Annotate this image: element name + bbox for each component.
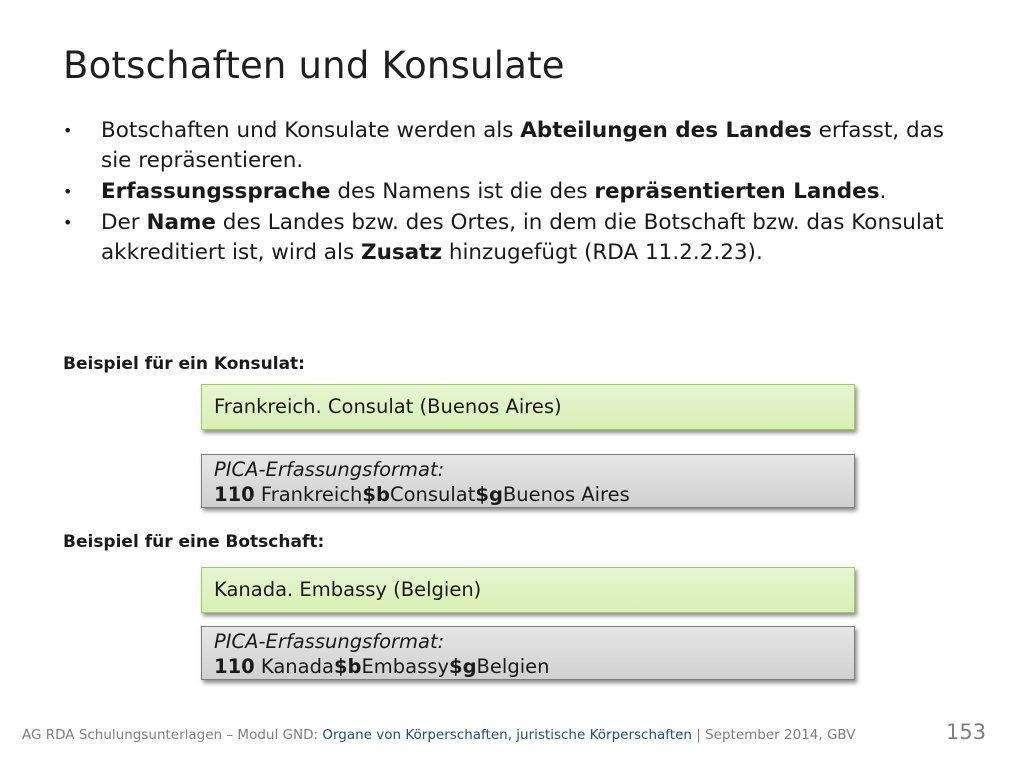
pica-format-record: [214, 655, 549, 678]
slide-title: Botschaften und Konsulate: [63, 44, 565, 87]
pica-format-box-konsulat: [201, 454, 855, 508]
pica-format-label: PICA-Erfassungsformat:: [214, 458, 445, 481]
example-name-box-botschaft: [201, 567, 855, 613]
bullet-text: [101, 210, 943, 265]
text-run: erfasst, das sie repräsentieren.: [101, 118, 944, 173]
bold-text-run: 110: [214, 483, 255, 506]
bold-text-run: $b: [362, 483, 390, 506]
footer-prefix: AG RDA Schulungsunterlagen – Modul GND:: [22, 727, 323, 743]
example-name-text: Frankreich. Consulat (Buenos Aires): [214, 395, 562, 418]
bullet-item-2: [63, 177, 963, 207]
bold-text-run: 110: [214, 655, 255, 678]
footer-module-link: Organe von Körperschaften, juristische Körperschaften: [322, 727, 692, 743]
example-name-text: Kanada. Embassy (Belgien): [214, 578, 482, 601]
bullet-marker: •: [63, 213, 73, 232]
pica-format-record: [214, 483, 630, 506]
example-name-box-konsulat: [201, 384, 855, 430]
pica-format-label: PICA-Erfassungsformat:: [214, 630, 445, 653]
bold-text-run: Zusatz: [360, 240, 442, 265]
text-run: Buenos Aires: [502, 483, 630, 506]
bold-text-run: Abteilungen des Landes: [520, 118, 812, 143]
text-run: Frankreich: [254, 483, 363, 506]
bullet-list: [63, 116, 963, 269]
bullet-item-1: [63, 116, 963, 176]
page-number: 153: [946, 720, 987, 744]
text-run: Botschaften und Konsulate werden als: [101, 118, 521, 143]
text-run: des Namens ist die des: [330, 179, 595, 204]
text-run: des Landes bzw. des Ortes, in dem die Botschaft bzw. das Konsulat akkreditiert ist, wird als: [101, 210, 944, 265]
bold-text-run: repräsentierten Landes: [594, 179, 880, 204]
bullet-item-3: [63, 208, 963, 268]
text-run: Embassy: [361, 655, 449, 678]
text-run: Der: [101, 210, 147, 235]
text-run: .: [879, 179, 887, 204]
bullet-marker: •: [63, 121, 73, 140]
text-run: Belgien: [476, 655, 550, 678]
bold-text-run: $g: [475, 483, 503, 506]
pica-format-box-botschaft: [201, 626, 855, 680]
bold-text-run: $g: [449, 655, 477, 678]
bullet-text: [101, 118, 944, 173]
example-heading-konsulat: Beispiel für ein Konsulat:: [63, 354, 305, 374]
text-run: Consulat: [389, 483, 476, 506]
bullet-marker: •: [63, 182, 73, 201]
bullet-text: [101, 179, 886, 204]
bold-text-run: Erfassungssprache: [101, 179, 331, 204]
bold-text-run: Name: [146, 210, 216, 235]
bold-text-run: $b: [333, 655, 362, 678]
footer: [22, 727, 856, 743]
text-run: Kanada: [254, 655, 334, 678]
example-heading-botschaft: Beispiel für eine Botschaft:: [63, 532, 325, 552]
footer-suffix: | September 2014, GBV: [691, 727, 856, 743]
text-run: hinzugefügt (RDA 11.2.2.23).: [441, 240, 763, 265]
